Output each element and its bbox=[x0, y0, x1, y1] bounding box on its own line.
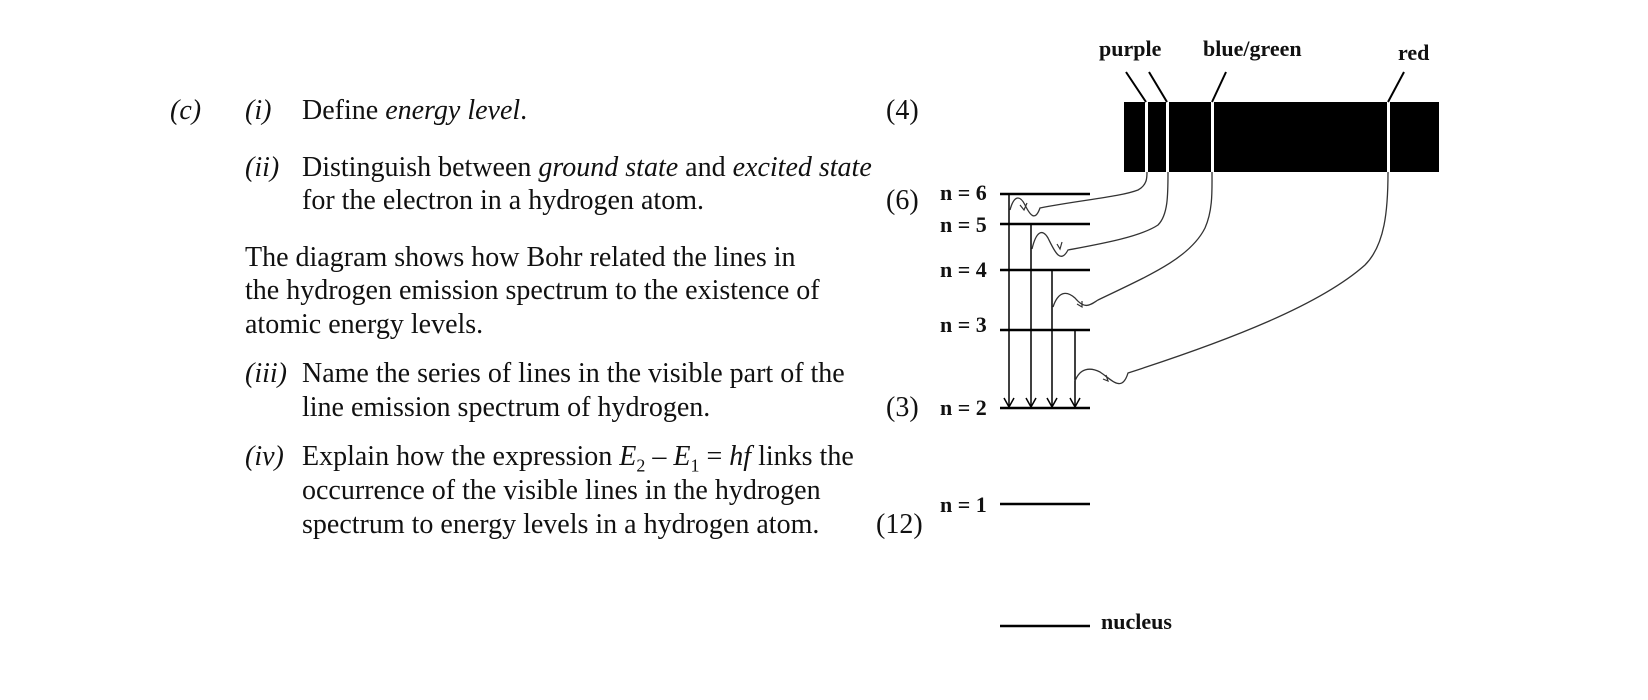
item-ii-marks: (6) bbox=[886, 185, 919, 216]
expression: $E_2 - E_1$ = hf bbox=[619, 441, 752, 476]
item-ii-line-2: for the electron in a hydrogen atom. bbox=[302, 185, 704, 216]
intro-line-3: atomic energy levels. bbox=[245, 309, 484, 340]
item-i-text: Define energy level. bbox=[302, 95, 528, 126]
item-ii-number: (ii) bbox=[245, 152, 280, 183]
level-label-n6: n = 6 bbox=[940, 180, 987, 205]
label-red: red bbox=[1398, 40, 1430, 65]
item-iv-line-2: occurrence of the visible lines in the hydrogen bbox=[302, 475, 821, 506]
label-nucleus: nucleus bbox=[1101, 609, 1172, 634]
level-label-n5: n = 5 bbox=[940, 212, 987, 237]
level-label-n4: n = 4 bbox=[940, 257, 987, 282]
label-blue-green: blue/green bbox=[1203, 36, 1302, 61]
part-label: (c) bbox=[170, 95, 202, 126]
item-iii-marks: (3) bbox=[886, 392, 919, 423]
level-label-n3: n = 3 bbox=[940, 312, 987, 337]
item-iv-number: (iv) bbox=[245, 441, 284, 472]
level-label-n2: n = 2 bbox=[940, 395, 987, 420]
item-iii-line-1: Name the series of lines in the visible part of the bbox=[302, 358, 845, 389]
intro-line-2: the hydrogen emission spectrum to the existence of bbox=[245, 275, 820, 306]
item-iv-line-3: spectrum to energy levels in a hydrogen atom. bbox=[302, 509, 820, 540]
item-ii-line-1: Distinguish between ground state and excited state bbox=[302, 152, 872, 183]
item-i-number: (i) bbox=[245, 95, 272, 126]
item-i-marks: (4) bbox=[886, 95, 919, 126]
spectrum-bar bbox=[1124, 102, 1439, 172]
item-iii-line-2: line emission spectrum of hydrogen. bbox=[302, 392, 711, 423]
item-iv-marks: (12) bbox=[876, 509, 923, 540]
item-iv-line-1: Explain how the expression $E_2 - E_1$ = hf links the bbox=[302, 441, 854, 476]
label-purple: purple bbox=[1099, 36, 1162, 61]
item-iii-number: (iii) bbox=[245, 358, 287, 389]
level-label-n1: n = 1 bbox=[940, 492, 987, 517]
intro-line-1: The diagram shows how Bohr related the lines in bbox=[245, 242, 796, 273]
